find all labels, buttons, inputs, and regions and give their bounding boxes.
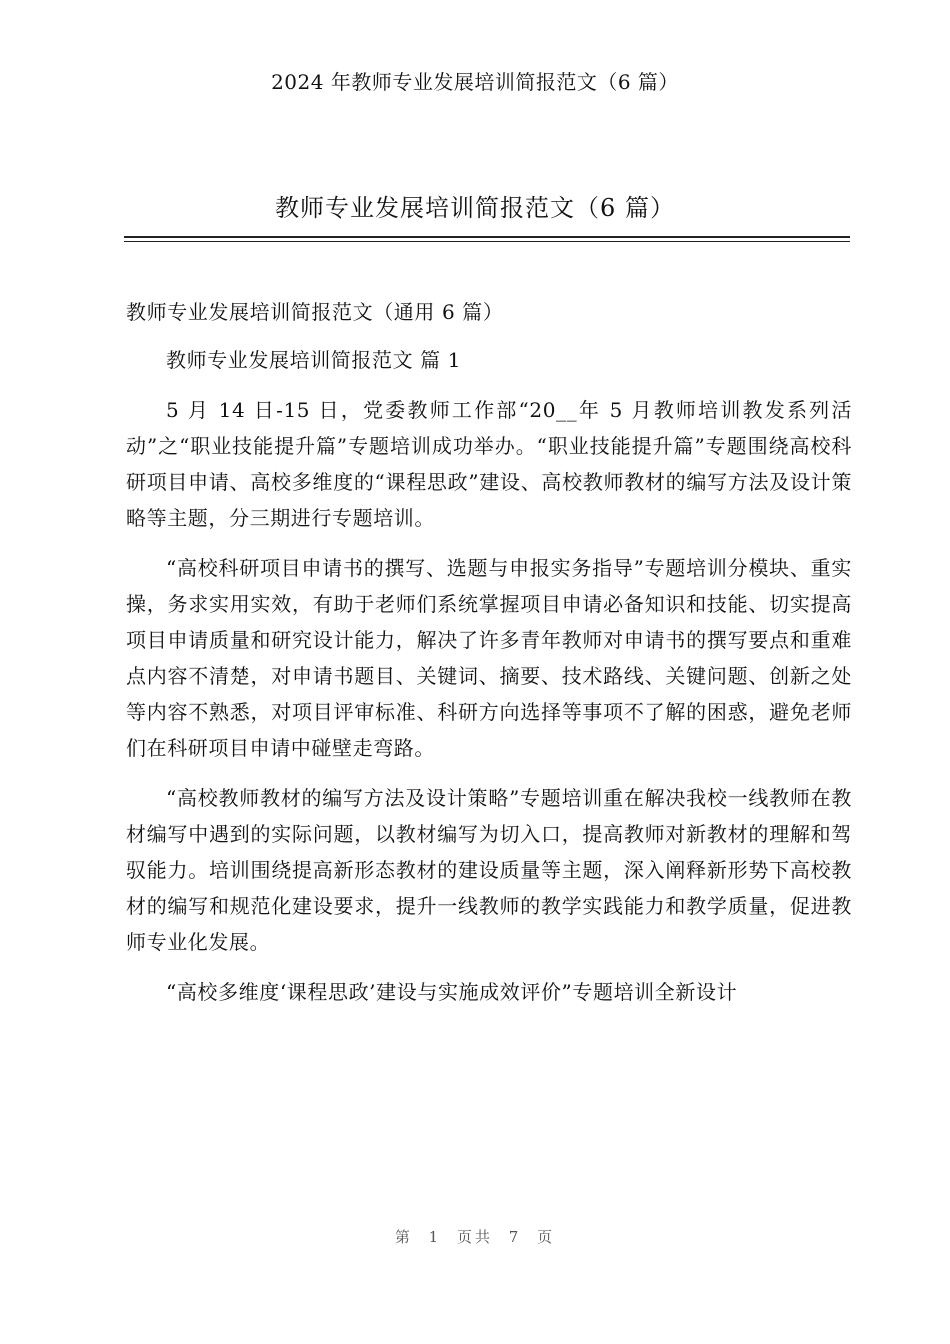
paragraph: 5 月 14 日-15 日，党委教师工作部“20__年 5 月教师培训教发系列活动”之“职业技能提升篇”专题培训成功举办。“职业技能提升篇”专题围绕高校科研项目申请、高校多维度的“课程思政”建设、高校教师教材的编写方法及设计策略等主题，分三期进行专题培训。 <box>126 398 852 530</box>
paragraph: “高校多维度‘课程思政’建设与实施成效评价”专题培训全新设计 <box>166 980 738 1004</box>
title-divider <box>124 236 850 242</box>
paragraph: “高校科研项目申请书的撰写、选题与申报实务指导”专题培训分模块、重实操，务求实用实效，有助于老师们系统掌握项目申请必备知识和技能、切实提高项目申请质量和研究设计能力，解决了许多青年教师对申请书的撰写要点和重难点内容不清楚，对申请书题目、关键词、摘要、技术路线、关键问题、创新之处等内容不熟悉，对项目评审标准、科研方向选择等事项不了解的困惑，避免老师们在科研项目申请中碰壁走弯路。 <box>126 556 852 760</box>
section-heading: 教师专业发展培训简报范文 篇 1 <box>166 348 462 372</box>
document-body <box>126 294 852 1024</box>
document-title: 教师专业发展培训简报范文（6 篇） <box>275 194 675 222</box>
page-header-title: 2024 年教师专业发展培训简报范文（6 篇） <box>271 70 679 94</box>
paragraph: “高校教师教材的编写方法及设计策略”专题培训重在解决我校一线教师在教材编写中遇到的实际问题，以教材编写为切入口，提高教师对新教材的理解和驾驭能力。培训围绕提高新形态教材的建设质量等主题，深入阐释新形势下高校教材的编写和规范化建设要求，提升一线教师的教学实践能力和教学质量，促进教师专业化发展。 <box>126 786 852 954</box>
document-subtitle: 教师专业发展培训简报范文（通用 6 篇） <box>126 300 504 324</box>
page-footer: 第 1 页共 7 页 <box>394 1228 556 1246</box>
